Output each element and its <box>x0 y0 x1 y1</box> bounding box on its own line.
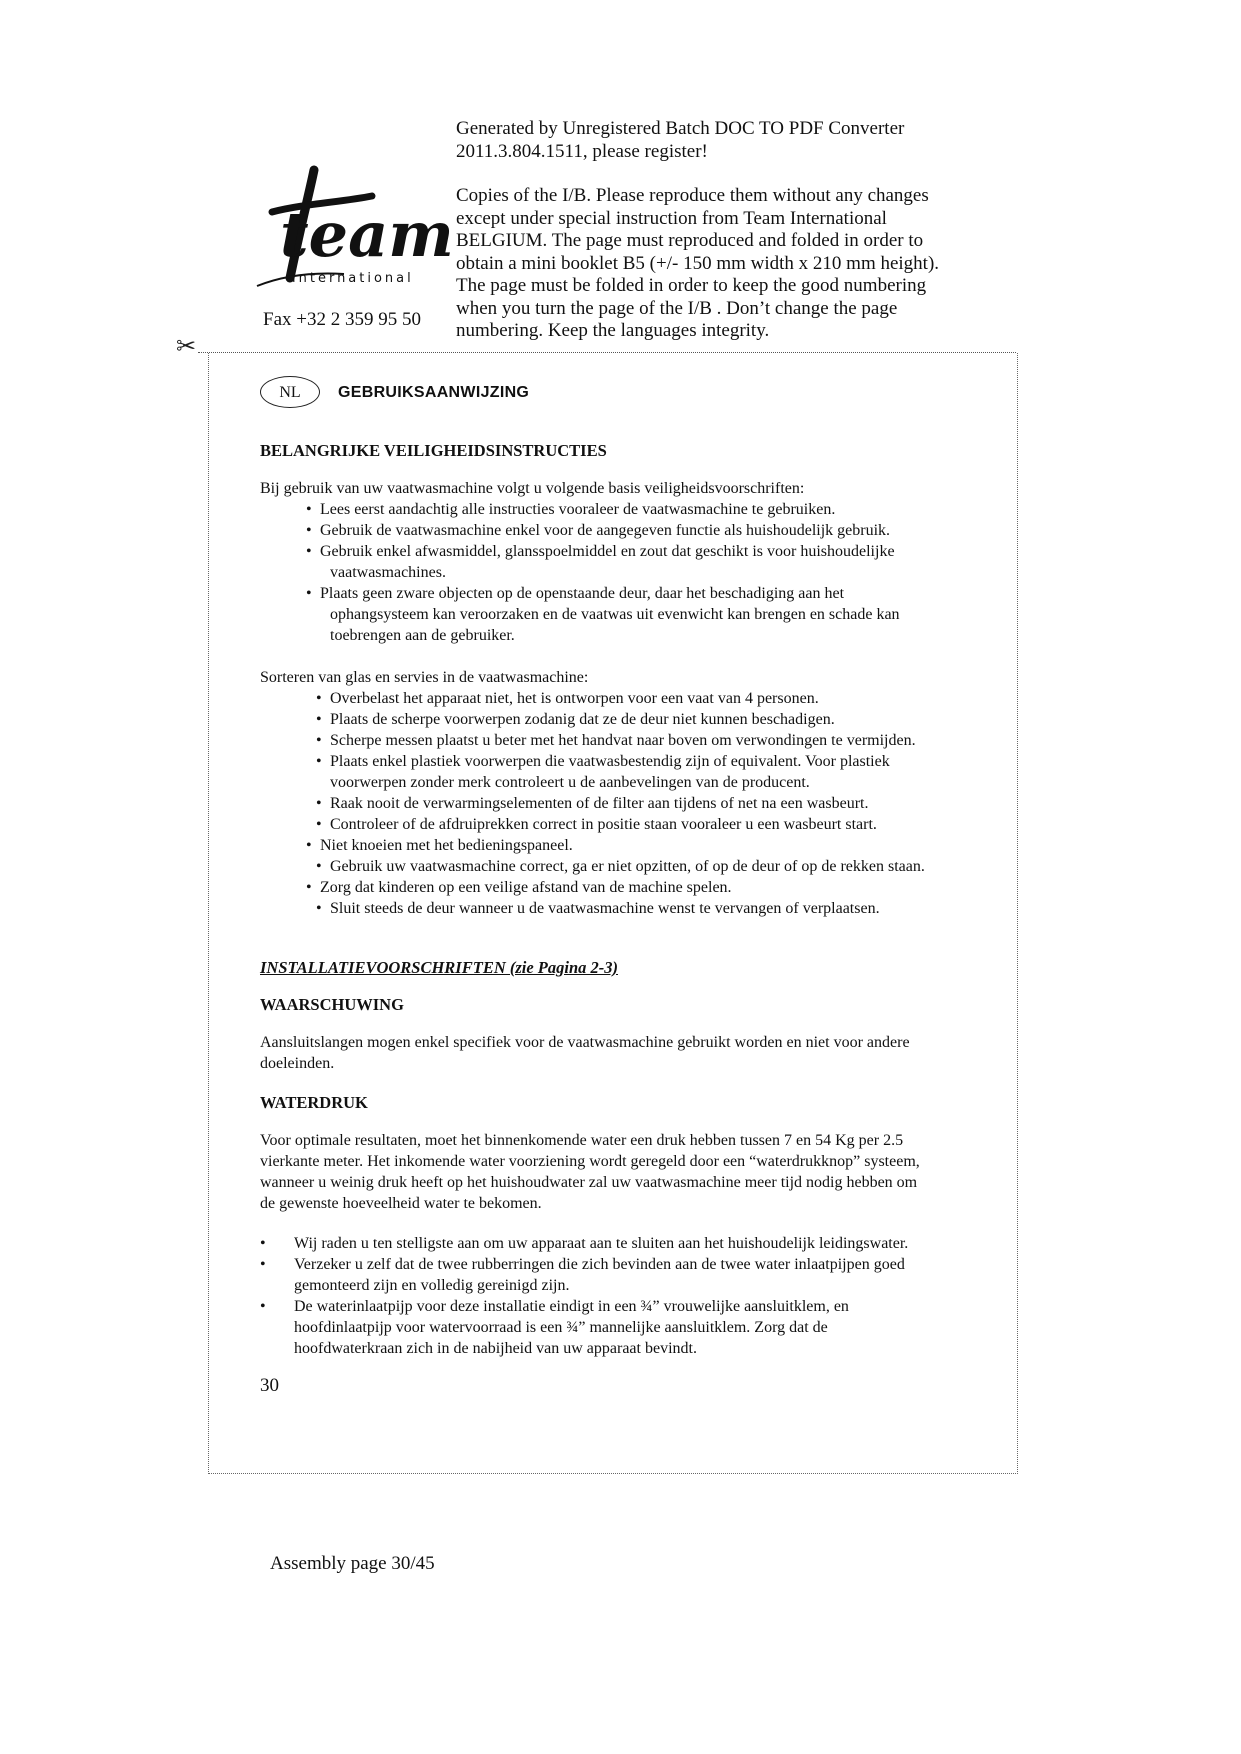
text-line: except under special instruction from Team International <box>456 207 887 229</box>
list-item <box>320 499 1000 520</box>
list-item-line: • Sluit steeds de deur wanneer u de vaatwasmachine wenst te vervangen of verplaatsen. <box>330 900 880 917</box>
list-item <box>320 520 1000 541</box>
safety-list <box>260 499 1000 646</box>
list-item-line: hoofdwaterkraan zich in de nabijheid van uw apparaat bevindt. <box>294 1340 697 1357</box>
list-item <box>330 814 1000 835</box>
list-item-line: • Raak nooit de verwarmingselementen of de filter aan tijdens of net na een wasbeurt. <box>330 795 869 812</box>
fax-number: Fax +32 2 359 95 50 <box>263 309 421 330</box>
list-item-line: voorwerpen zonder merk controleert u de aanbevelingen van de producent. <box>330 774 810 791</box>
safety-heading: BELANGRIJKE VEILIGHEIDSINSTRUCTIES <box>260 441 607 460</box>
warning-heading: WAARSCHUWING <box>260 995 404 1014</box>
list-item-line: • Plaats geen zware objecten op de openstaande deur, daar het beschadiging aan het <box>320 585 845 602</box>
text-line: Aansluitslangen mogen enkel specifiek voor de vaatwasmachine gebruikt worden en niet voor andere <box>260 1034 910 1051</box>
logo-word: team <box>280 198 454 271</box>
manual-page <box>260 375 1000 1396</box>
list-item <box>330 751 1000 793</box>
list-item <box>320 541 1000 583</box>
text-line: vierkante meter. Het inkomende water voorziening wordt geregeld door een “waterdrukknop” systeem, <box>260 1153 920 1170</box>
team-international-logo <box>252 160 454 300</box>
list-item-line: • Overbelast het apparaat niet, het is ontworpen voor een vaat van 4 personen. <box>330 690 819 707</box>
sort-intro: Sorteren van glas en servies in de vaatwasmachine: <box>260 669 589 686</box>
converter-notice <box>456 118 976 343</box>
list-item-line: • Gebruik de vaatwasmachine enkel voor de aangegeven functie als huishoudelijk gebruik. <box>320 522 891 539</box>
list-item-line: • Zorg dat kinderen op een veilige afstand van de machine spelen. <box>320 879 732 896</box>
text-line: numbering. Keep the languages integrity. <box>456 320 770 341</box>
list-item-line: gemonteerd zijn en volledig gereinigd zijn. <box>294 1277 570 1294</box>
list-item <box>330 709 1000 730</box>
list-item <box>320 835 1000 856</box>
list-item-line: • Scherpe messen plaatst u beter met het handvat naar boven om verwondingen te vermijden. <box>330 732 916 749</box>
list-item <box>294 1296 1000 1359</box>
list-item-line: hoofdinlaatpijp voor watervoorraad is een ¾” mannelijke aansluitklem. Zorg dat de <box>294 1319 828 1336</box>
assembly-page: Assembly page 30/45 <box>270 1553 435 1574</box>
list-item-line: • De waterinlaatpijp voor deze installatie eindigt in een ¾” vrouwelijke aansluitklem, en <box>294 1298 849 1315</box>
list-item <box>330 898 1000 919</box>
list-item <box>320 877 1000 898</box>
list-item <box>294 1233 1000 1254</box>
sort-list <box>260 688 1000 919</box>
list-item-line: • Controleer of de afdruiprekken correct in positie staan vooraleer u een wasbeurt start. <box>330 816 877 833</box>
notice-body <box>456 185 976 343</box>
list-item <box>330 793 1000 814</box>
list-item <box>330 688 1000 709</box>
section-title: GEBRUIKSAANWIJZING <box>338 383 530 401</box>
text-line: de gewenste hoeveelheid water te bekomen. <box>260 1195 542 1212</box>
warning-text <box>260 1032 1000 1074</box>
text-line: wanneer u weinig druk heeft op het huishoudwater zal uw vaatwasmachine meer tijd nodig hebben om <box>260 1174 918 1191</box>
list-item-line: • Plaats de scherpe voorwerpen zodanig dat ze de deur niet kunnen beschadigen. <box>330 711 835 728</box>
text-line: Copies of the I/B. Please reproduce them without any changes <box>456 185 929 206</box>
list-item-line: • Gebruik enkel afwasmiddel, glansspoelmiddel en zout dat geschikt is voor huishoudelijke <box>320 543 895 560</box>
installation-heading: INSTALLATIEVOORSCHRIFTEN (zie Pagina 2-3) <box>260 958 619 977</box>
notice-line-2: 2011.3.804.1511, please register! <box>456 140 708 162</box>
list-item <box>320 583 1000 646</box>
text-line: obtain a mini booklet B5 (+/- 150 mm width x 210 mm height). <box>456 252 940 274</box>
text-line: The page must be folded in order to keep the good numbering <box>456 275 927 296</box>
list-item <box>294 1254 1000 1296</box>
list-item-line: ophangsysteem kan veroorzaken en de vaatwas uit evenwicht kan brengen en schade kan <box>330 606 900 623</box>
list-item-line: • Wij raden u ten stelligste aan om uw apparaat aan te sluiten aan het huishoudelijk leidingswater. <box>294 1235 909 1252</box>
page-number: 30 <box>260 1375 279 1396</box>
list-item-line: toebrengen aan de gebruiker. <box>330 627 515 644</box>
list-item-line: • Verzeker u zelf dat de twee rubberringen die zich bevinden aan de twee water inlaatpijpen goed <box>294 1256 905 1273</box>
text-line: BELGIUM. The page must reproduced and folded in order to <box>456 230 924 251</box>
pressure-text <box>260 1130 1000 1214</box>
list-item-line: • Gebruik uw vaatwasmachine correct, ga er niet opzitten, of op de deur of op de rekken staan. <box>330 858 925 875</box>
language-badge: NL <box>260 376 320 408</box>
pressure-heading: WATERDRUK <box>260 1093 368 1112</box>
section-header <box>260 375 1000 409</box>
list-item <box>330 856 1000 877</box>
list-item-line: • Lees eerst aandachtig alle instructies vooraleer de vaatwasmachine te gebruiken. <box>320 501 836 518</box>
scissors-icon: ✂ <box>176 334 197 360</box>
text-line: Voor optimale resultaten, moet het binnenkomende water een druk hebben tussen 7 en 54 Kg per 2.5 <box>260 1132 904 1149</box>
logo-sub: international <box>292 271 414 286</box>
list-item-line: • Niet knoeien met het bedieningspaneel. <box>320 837 573 854</box>
text-line: doeleinden. <box>260 1055 335 1072</box>
safety-intro: Bij gebruik van uw vaatwasmachine volgt u volgende basis veiligheidsvoorschriften: <box>260 480 805 497</box>
text-line: when you turn the page of the I/B . Don’t change the page <box>456 297 898 319</box>
pressure-list <box>260 1233 1000 1359</box>
list-item <box>330 730 1000 751</box>
notice-line-1: Generated by Unregistered Batch DOC TO PDF Converter <box>456 118 905 139</box>
list-item-line: vaatwasmachines. <box>330 564 446 581</box>
list-item-line: • Plaats enkel plastiek voorwerpen die vaatwasbestendig zijn of equivalent. Voor plastiek <box>330 753 890 770</box>
